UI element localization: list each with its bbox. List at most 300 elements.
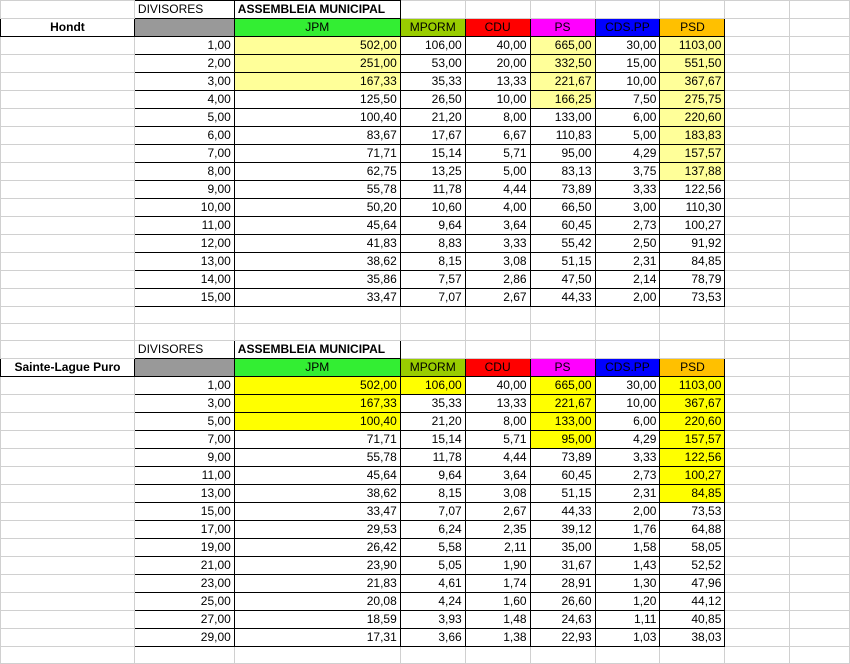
empty-cell[interactable] bbox=[234, 647, 400, 664]
party-mporm-value[interactable]: 21,20 bbox=[400, 109, 465, 127]
empty-cell[interactable] bbox=[790, 199, 850, 217]
party-jpm-value[interactable]: 125,50 bbox=[234, 91, 400, 109]
party-mporm-value[interactable]: 15,14 bbox=[400, 431, 465, 449]
empty-cell[interactable] bbox=[790, 271, 850, 289]
empty-cell[interactable] bbox=[790, 145, 850, 163]
divisor-cell[interactable]: 13,00 bbox=[134, 485, 234, 503]
party-psd-value[interactable]: 122,56 bbox=[660, 449, 725, 467]
empty-cell[interactable] bbox=[725, 145, 790, 163]
empty-cell[interactable] bbox=[530, 307, 595, 324]
empty-cell[interactable] bbox=[725, 217, 790, 235]
empty-cell[interactable] bbox=[595, 1, 660, 19]
party-psd-value[interactable]: 44,12 bbox=[660, 593, 725, 611]
party-cds-pp-value[interactable]: 1,11 bbox=[595, 611, 660, 629]
party-cdu-value[interactable]: 3,64 bbox=[465, 217, 530, 235]
party-psd-value[interactable]: 38,03 bbox=[660, 629, 725, 647]
party-cds-pp-value[interactable]: 3,75 bbox=[595, 163, 660, 181]
empty-cell[interactable] bbox=[400, 324, 465, 341]
party-mporm-value[interactable]: 4,24 bbox=[400, 593, 465, 611]
party-psd-value[interactable]: 275,75 bbox=[660, 91, 725, 109]
method-label[interactable]: Hondt bbox=[1, 19, 135, 37]
party-ps-value[interactable]: 221,67 bbox=[530, 73, 595, 91]
party-jpm-value[interactable]: 26,42 bbox=[234, 539, 400, 557]
party-cdu-value[interactable]: 4,00 bbox=[465, 199, 530, 217]
party-cds-pp-value[interactable]: 15,00 bbox=[595, 55, 660, 73]
party-jpm-value[interactable]: 167,33 bbox=[234, 395, 400, 413]
party-jpm-value[interactable]: 100,40 bbox=[234, 109, 400, 127]
party-cdu-value[interactable]: 8,00 bbox=[465, 109, 530, 127]
party-cdu-value[interactable]: 3,64 bbox=[465, 467, 530, 485]
empty-cell[interactable] bbox=[725, 55, 790, 73]
party-cds-pp-value[interactable]: 3,00 bbox=[595, 199, 660, 217]
empty-cell[interactable] bbox=[1, 91, 135, 109]
empty-cell[interactable] bbox=[530, 1, 595, 19]
empty-cell[interactable] bbox=[790, 253, 850, 271]
party-ps-value[interactable]: 31,67 bbox=[530, 557, 595, 575]
party-mporm-value[interactable]: 7,57 bbox=[400, 271, 465, 289]
party-cds-pp-value[interactable]: 6,00 bbox=[595, 109, 660, 127]
party-cdu-value[interactable]: 5,00 bbox=[465, 163, 530, 181]
empty-cell[interactable] bbox=[725, 91, 790, 109]
party-jpm-value[interactable]: 35,86 bbox=[234, 271, 400, 289]
divisor-cell[interactable]: 7,00 bbox=[134, 145, 234, 163]
party-ps-value[interactable]: 60,45 bbox=[530, 217, 595, 235]
party-psd-value[interactable]: 47,96 bbox=[660, 575, 725, 593]
party-jpm-header[interactable]: JPM bbox=[234, 359, 400, 377]
empty-cell[interactable] bbox=[400, 341, 465, 359]
empty-cell[interactable] bbox=[1, 55, 135, 73]
party-mporm-value[interactable]: 7,07 bbox=[400, 289, 465, 307]
assembly-label[interactable]: ASSEMBLEIA MUNICIPAL bbox=[234, 341, 400, 359]
party-cdu-value[interactable]: 2,86 bbox=[465, 271, 530, 289]
party-cds-pp-value[interactable]: 1,76 bbox=[595, 521, 660, 539]
divisor-cell[interactable]: 9,00 bbox=[134, 449, 234, 467]
party-cdu-value[interactable]: 1,74 bbox=[465, 575, 530, 593]
party-cds-pp-value[interactable]: 2,14 bbox=[595, 271, 660, 289]
empty-cell[interactable] bbox=[1, 127, 135, 145]
party-psd-value[interactable]: 367,67 bbox=[660, 73, 725, 91]
party-mporm-value[interactable]: 10,60 bbox=[400, 199, 465, 217]
party-jpm-value[interactable]: 38,62 bbox=[234, 485, 400, 503]
divisor-cell[interactable]: 6,00 bbox=[134, 127, 234, 145]
empty-cell[interactable] bbox=[660, 647, 725, 664]
party-psd-value[interactable]: 100,27 bbox=[660, 217, 725, 235]
party-ps-value[interactable]: 95,00 bbox=[530, 145, 595, 163]
party-psd-value[interactable]: 367,67 bbox=[660, 395, 725, 413]
empty-cell[interactable] bbox=[790, 377, 850, 395]
party-psd-value[interactable]: 78,79 bbox=[660, 271, 725, 289]
empty-cell[interactable] bbox=[1, 1, 135, 19]
empty-cell[interactable] bbox=[1, 324, 135, 341]
empty-cell[interactable] bbox=[1, 611, 135, 629]
party-jpm-value[interactable]: 23,90 bbox=[234, 557, 400, 575]
party-psd-value[interactable]: 64,88 bbox=[660, 521, 725, 539]
empty-cell[interactable] bbox=[1, 593, 135, 611]
party-cdu-value[interactable]: 6,67 bbox=[465, 127, 530, 145]
party-mporm-value[interactable]: 3,93 bbox=[400, 611, 465, 629]
party-cds-pp-value[interactable]: 30,00 bbox=[595, 377, 660, 395]
empty-cell[interactable] bbox=[725, 593, 790, 611]
empty-cell[interactable] bbox=[725, 431, 790, 449]
party-ps-value[interactable]: 26,60 bbox=[530, 593, 595, 611]
party-cds-pp-value[interactable]: 30,00 bbox=[595, 37, 660, 55]
party-jpm-value[interactable]: 100,40 bbox=[234, 413, 400, 431]
party-psd-value[interactable]: 157,57 bbox=[660, 431, 725, 449]
party-ps-value[interactable]: 47,50 bbox=[530, 271, 595, 289]
party-ps-value[interactable]: 665,00 bbox=[530, 37, 595, 55]
party-mporm-value[interactable]: 8,15 bbox=[400, 485, 465, 503]
empty-cell[interactable] bbox=[790, 19, 850, 37]
party-mporm-header[interactable]: MPORM bbox=[400, 359, 465, 377]
divisor-cell[interactable]: 15,00 bbox=[134, 289, 234, 307]
empty-cell[interactable] bbox=[1, 73, 135, 91]
empty-cell[interactable] bbox=[465, 647, 530, 664]
divisor-cell[interactable]: 5,00 bbox=[134, 413, 234, 431]
empty-cell[interactable] bbox=[725, 307, 790, 324]
party-ps-value[interactable]: 221,67 bbox=[530, 395, 595, 413]
party-cdu-header[interactable]: CDU bbox=[465, 359, 530, 377]
party-cdu-value[interactable]: 2,67 bbox=[465, 503, 530, 521]
party-cds-pp-header[interactable]: CDS.PP bbox=[595, 359, 660, 377]
empty-cell[interactable] bbox=[1, 181, 135, 199]
empty-cell[interactable] bbox=[790, 217, 850, 235]
empty-cell[interactable] bbox=[790, 341, 850, 359]
party-mporm-value[interactable]: 9,64 bbox=[400, 217, 465, 235]
party-cds-pp-value[interactable]: 1,58 bbox=[595, 539, 660, 557]
party-mporm-value[interactable]: 11,78 bbox=[400, 449, 465, 467]
party-psd-value[interactable]: 84,85 bbox=[660, 253, 725, 271]
empty-cell[interactable] bbox=[790, 539, 850, 557]
party-cds-pp-value[interactable]: 2,50 bbox=[595, 235, 660, 253]
empty-cell[interactable] bbox=[725, 19, 790, 37]
party-cdu-value[interactable]: 2,11 bbox=[465, 539, 530, 557]
party-cds-pp-value[interactable]: 4,29 bbox=[595, 431, 660, 449]
party-cds-pp-value[interactable]: 10,00 bbox=[595, 73, 660, 91]
empty-cell[interactable] bbox=[790, 1, 850, 19]
empty-cell[interactable] bbox=[790, 629, 850, 647]
party-ps-value[interactable]: 95,00 bbox=[530, 431, 595, 449]
party-mporm-value[interactable]: 26,50 bbox=[400, 91, 465, 109]
party-cds-pp-header[interactable]: CDS.PP bbox=[595, 19, 660, 37]
empty-cell[interactable] bbox=[400, 1, 465, 19]
divisor-cell[interactable]: 4,00 bbox=[134, 91, 234, 109]
empty-cell[interactable] bbox=[1, 145, 135, 163]
divisor-cell[interactable]: 14,00 bbox=[134, 271, 234, 289]
party-cdu-value[interactable]: 5,71 bbox=[465, 431, 530, 449]
party-cdu-value[interactable]: 10,00 bbox=[465, 91, 530, 109]
party-mporm-value[interactable]: 35,33 bbox=[400, 73, 465, 91]
empty-cell[interactable] bbox=[725, 485, 790, 503]
empty-cell[interactable] bbox=[1, 37, 135, 55]
party-jpm-value[interactable]: 20,08 bbox=[234, 593, 400, 611]
party-cds-pp-value[interactable]: 2,31 bbox=[595, 253, 660, 271]
empty-cell[interactable] bbox=[725, 521, 790, 539]
party-cdu-value[interactable]: 4,44 bbox=[465, 181, 530, 199]
party-jpm-value[interactable]: 38,62 bbox=[234, 253, 400, 271]
empty-cell[interactable] bbox=[790, 467, 850, 485]
party-ps-value[interactable]: 66,50 bbox=[530, 199, 595, 217]
party-jpm-value[interactable]: 18,59 bbox=[234, 611, 400, 629]
party-cds-pp-value[interactable]: 1,30 bbox=[595, 575, 660, 593]
empty-cell[interactable] bbox=[790, 55, 850, 73]
empty-cell[interactable] bbox=[790, 647, 850, 664]
party-cds-pp-value[interactable]: 2,73 bbox=[595, 217, 660, 235]
divisor-cell[interactable]: 25,00 bbox=[134, 593, 234, 611]
empty-cell[interactable] bbox=[790, 359, 850, 377]
empty-cell[interactable] bbox=[1, 163, 135, 181]
empty-cell[interactable] bbox=[725, 1, 790, 19]
empty-cell[interactable] bbox=[595, 324, 660, 341]
party-cds-pp-value[interactable]: 2,73 bbox=[595, 467, 660, 485]
party-mporm-value[interactable]: 6,24 bbox=[400, 521, 465, 539]
divisor-cell[interactable]: 5,00 bbox=[134, 109, 234, 127]
party-jpm-value[interactable]: 71,71 bbox=[234, 145, 400, 163]
party-cdu-header[interactable]: CDU bbox=[465, 19, 530, 37]
party-psd-value[interactable]: 220,60 bbox=[660, 109, 725, 127]
divisor-cell[interactable]: 11,00 bbox=[134, 217, 234, 235]
party-ps-value[interactable]: 665,00 bbox=[530, 377, 595, 395]
party-cdu-value[interactable]: 3,08 bbox=[465, 253, 530, 271]
empty-cell[interactable] bbox=[1, 539, 135, 557]
party-cdu-value[interactable]: 1,90 bbox=[465, 557, 530, 575]
empty-cell[interactable] bbox=[790, 557, 850, 575]
party-mporm-value[interactable]: 5,58 bbox=[400, 539, 465, 557]
empty-cell[interactable] bbox=[725, 37, 790, 55]
party-mporm-value[interactable]: 11,78 bbox=[400, 181, 465, 199]
party-jpm-value[interactable]: 251,00 bbox=[234, 55, 400, 73]
empty-cell[interactable] bbox=[790, 395, 850, 413]
party-cdu-value[interactable]: 1,38 bbox=[465, 629, 530, 647]
empty-cell[interactable] bbox=[725, 235, 790, 253]
party-jpm-value[interactable]: 55,78 bbox=[234, 181, 400, 199]
empty-cell[interactable] bbox=[725, 449, 790, 467]
party-jpm-value[interactable]: 21,83 bbox=[234, 575, 400, 593]
divisor-cell[interactable]: 21,00 bbox=[134, 557, 234, 575]
party-mporm-value[interactable]: 106,00 bbox=[400, 377, 465, 395]
empty-cell[interactable] bbox=[530, 324, 595, 341]
party-ps-value[interactable]: 73,89 bbox=[530, 181, 595, 199]
party-mporm-value[interactable]: 53,00 bbox=[400, 55, 465, 73]
party-cds-pp-value[interactable]: 5,00 bbox=[595, 127, 660, 145]
empty-cell[interactable] bbox=[725, 163, 790, 181]
divisor-cell[interactable]: 3,00 bbox=[134, 73, 234, 91]
party-cdu-value[interactable]: 13,33 bbox=[465, 73, 530, 91]
empty-cell[interactable] bbox=[790, 611, 850, 629]
empty-cell[interactable] bbox=[725, 253, 790, 271]
party-cdu-value[interactable]: 1,48 bbox=[465, 611, 530, 629]
party-ps-header[interactable]: PS bbox=[530, 359, 595, 377]
empty-cell[interactable] bbox=[234, 324, 400, 341]
empty-cell[interactable] bbox=[1, 395, 135, 413]
party-cdu-value[interactable]: 20,00 bbox=[465, 55, 530, 73]
party-psd-header[interactable]: PSD bbox=[660, 359, 725, 377]
party-jpm-value[interactable]: 50,20 bbox=[234, 199, 400, 217]
divisor-cell[interactable]: 27,00 bbox=[134, 611, 234, 629]
party-psd-value[interactable]: 91,92 bbox=[660, 235, 725, 253]
empty-cell[interactable] bbox=[465, 341, 530, 359]
party-jpm-value[interactable]: 45,64 bbox=[234, 217, 400, 235]
empty-cell[interactable] bbox=[725, 289, 790, 307]
divisor-cell[interactable]: 9,00 bbox=[134, 181, 234, 199]
divisor-cell[interactable]: 23,00 bbox=[134, 575, 234, 593]
empty-cell[interactable] bbox=[790, 575, 850, 593]
party-cds-pp-value[interactable]: 2,00 bbox=[595, 289, 660, 307]
empty-cell[interactable] bbox=[1, 575, 135, 593]
empty-cell[interactable] bbox=[465, 307, 530, 324]
party-ps-value[interactable]: 73,89 bbox=[530, 449, 595, 467]
party-psd-value[interactable]: 100,27 bbox=[660, 467, 725, 485]
empty-cell[interactable] bbox=[725, 73, 790, 91]
party-psd-value[interactable]: 157,57 bbox=[660, 145, 725, 163]
empty-cell[interactable] bbox=[725, 324, 790, 341]
empty-cell[interactable] bbox=[1, 199, 135, 217]
divisor-header[interactable] bbox=[134, 359, 234, 377]
party-cds-pp-value[interactable]: 1,20 bbox=[595, 593, 660, 611]
party-jpm-value[interactable]: 83,67 bbox=[234, 127, 400, 145]
empty-cell[interactable] bbox=[725, 557, 790, 575]
empty-cell[interactable] bbox=[725, 109, 790, 127]
empty-cell[interactable] bbox=[530, 341, 595, 359]
empty-cell[interactable] bbox=[1, 235, 135, 253]
empty-cell[interactable] bbox=[790, 449, 850, 467]
divisor-cell[interactable]: 13,00 bbox=[134, 253, 234, 271]
party-jpm-value[interactable]: 502,00 bbox=[234, 37, 400, 55]
party-cds-pp-value[interactable]: 1,03 bbox=[595, 629, 660, 647]
empty-cell[interactable] bbox=[530, 647, 595, 664]
empty-cell[interactable] bbox=[725, 199, 790, 217]
party-mporm-value[interactable]: 35,33 bbox=[400, 395, 465, 413]
empty-cell[interactable] bbox=[790, 127, 850, 145]
divisores-label[interactable]: DIVISORES bbox=[134, 1, 234, 19]
party-ps-value[interactable]: 44,33 bbox=[530, 503, 595, 521]
empty-cell[interactable] bbox=[790, 431, 850, 449]
empty-cell[interactable] bbox=[400, 647, 465, 664]
party-psd-header[interactable]: PSD bbox=[660, 19, 725, 37]
party-jpm-value[interactable]: 33,47 bbox=[234, 503, 400, 521]
party-cds-pp-value[interactable]: 2,00 bbox=[595, 503, 660, 521]
empty-cell[interactable] bbox=[725, 359, 790, 377]
empty-cell[interactable] bbox=[790, 91, 850, 109]
party-jpm-value[interactable]: 29,53 bbox=[234, 521, 400, 539]
party-ps-header[interactable]: PS bbox=[530, 19, 595, 37]
party-psd-value[interactable]: 183,83 bbox=[660, 127, 725, 145]
party-cdu-value[interactable]: 3,33 bbox=[465, 235, 530, 253]
party-mporm-value[interactable]: 3,66 bbox=[400, 629, 465, 647]
empty-cell[interactable] bbox=[725, 395, 790, 413]
empty-cell[interactable] bbox=[725, 181, 790, 199]
empty-cell[interactable] bbox=[660, 307, 725, 324]
empty-cell[interactable] bbox=[1, 467, 135, 485]
empty-cell[interactable] bbox=[725, 127, 790, 145]
empty-cell[interactable] bbox=[1, 341, 135, 359]
empty-cell[interactable] bbox=[1, 485, 135, 503]
party-mporm-value[interactable]: 15,14 bbox=[400, 145, 465, 163]
party-ps-value[interactable]: 51,15 bbox=[530, 485, 595, 503]
divisor-cell[interactable]: 1,00 bbox=[134, 377, 234, 395]
empty-cell[interactable] bbox=[790, 37, 850, 55]
party-psd-value[interactable]: 551,50 bbox=[660, 55, 725, 73]
divisor-cell[interactable]: 2,00 bbox=[134, 55, 234, 73]
party-cdu-value[interactable]: 1,60 bbox=[465, 593, 530, 611]
empty-cell[interactable] bbox=[1, 217, 135, 235]
empty-cell[interactable] bbox=[1, 109, 135, 127]
party-jpm-value[interactable]: 502,00 bbox=[234, 377, 400, 395]
empty-cell[interactable] bbox=[790, 503, 850, 521]
party-cds-pp-value[interactable]: 6,00 bbox=[595, 413, 660, 431]
empty-cell[interactable] bbox=[790, 163, 850, 181]
party-jpm-value[interactable]: 33,47 bbox=[234, 289, 400, 307]
party-psd-value[interactable]: 58,05 bbox=[660, 539, 725, 557]
empty-cell[interactable] bbox=[660, 324, 725, 341]
empty-cell[interactable] bbox=[790, 307, 850, 324]
party-psd-value[interactable]: 84,85 bbox=[660, 485, 725, 503]
party-mporm-value[interactable]: 8,15 bbox=[400, 253, 465, 271]
empty-cell[interactable] bbox=[790, 521, 850, 539]
party-mporm-value[interactable]: 106,00 bbox=[400, 37, 465, 55]
empty-cell[interactable] bbox=[1, 647, 135, 664]
empty-cell[interactable] bbox=[1, 521, 135, 539]
empty-cell[interactable] bbox=[1, 289, 135, 307]
party-cds-pp-value[interactable]: 1,43 bbox=[595, 557, 660, 575]
party-ps-value[interactable]: 28,91 bbox=[530, 575, 595, 593]
divisor-cell[interactable]: 11,00 bbox=[134, 467, 234, 485]
party-cdu-value[interactable]: 40,00 bbox=[465, 377, 530, 395]
party-jpm-value[interactable]: 71,71 bbox=[234, 431, 400, 449]
party-cdu-value[interactable]: 13,33 bbox=[465, 395, 530, 413]
empty-cell[interactable] bbox=[465, 324, 530, 341]
empty-cell[interactable] bbox=[725, 539, 790, 557]
party-cds-pp-value[interactable]: 4,29 bbox=[595, 145, 660, 163]
divisor-cell[interactable]: 3,00 bbox=[134, 395, 234, 413]
empty-cell[interactable] bbox=[134, 647, 234, 664]
party-jpm-value[interactable]: 45,64 bbox=[234, 467, 400, 485]
party-ps-value[interactable]: 60,45 bbox=[530, 467, 595, 485]
party-ps-value[interactable]: 166,25 bbox=[530, 91, 595, 109]
divisor-cell[interactable]: 7,00 bbox=[134, 431, 234, 449]
empty-cell[interactable] bbox=[465, 1, 530, 19]
divisor-cell[interactable]: 12,00 bbox=[134, 235, 234, 253]
empty-cell[interactable] bbox=[134, 324, 234, 341]
empty-cell[interactable] bbox=[790, 485, 850, 503]
party-cdu-value[interactable]: 2,35 bbox=[465, 521, 530, 539]
empty-cell[interactable] bbox=[725, 575, 790, 593]
empty-cell[interactable] bbox=[725, 503, 790, 521]
party-psd-value[interactable]: 122,56 bbox=[660, 181, 725, 199]
party-jpm-value[interactable]: 17,31 bbox=[234, 629, 400, 647]
empty-cell[interactable] bbox=[660, 1, 725, 19]
empty-cell[interactable] bbox=[725, 271, 790, 289]
divisor-cell[interactable]: 10,00 bbox=[134, 199, 234, 217]
assembly-label[interactable]: ASSEMBLEIA MUNICIPAL bbox=[234, 1, 400, 19]
divisor-cell[interactable]: 1,00 bbox=[134, 37, 234, 55]
party-ps-value[interactable]: 133,00 bbox=[530, 109, 595, 127]
party-mporm-value[interactable]: 17,67 bbox=[400, 127, 465, 145]
party-ps-value[interactable]: 133,00 bbox=[530, 413, 595, 431]
party-mporm-value[interactable]: 7,07 bbox=[400, 503, 465, 521]
party-jpm-value[interactable]: 62,75 bbox=[234, 163, 400, 181]
empty-cell[interactable] bbox=[595, 341, 660, 359]
party-ps-value[interactable]: 51,15 bbox=[530, 253, 595, 271]
empty-cell[interactable] bbox=[725, 341, 790, 359]
party-ps-value[interactable]: 83,13 bbox=[530, 163, 595, 181]
party-ps-value[interactable]: 110,83 bbox=[530, 127, 595, 145]
party-mporm-value[interactable]: 5,05 bbox=[400, 557, 465, 575]
party-cdu-value[interactable]: 2,67 bbox=[465, 289, 530, 307]
empty-cell[interactable] bbox=[400, 307, 465, 324]
party-ps-value[interactable]: 35,00 bbox=[530, 539, 595, 557]
party-psd-value[interactable]: 52,52 bbox=[660, 557, 725, 575]
empty-cell[interactable] bbox=[790, 413, 850, 431]
